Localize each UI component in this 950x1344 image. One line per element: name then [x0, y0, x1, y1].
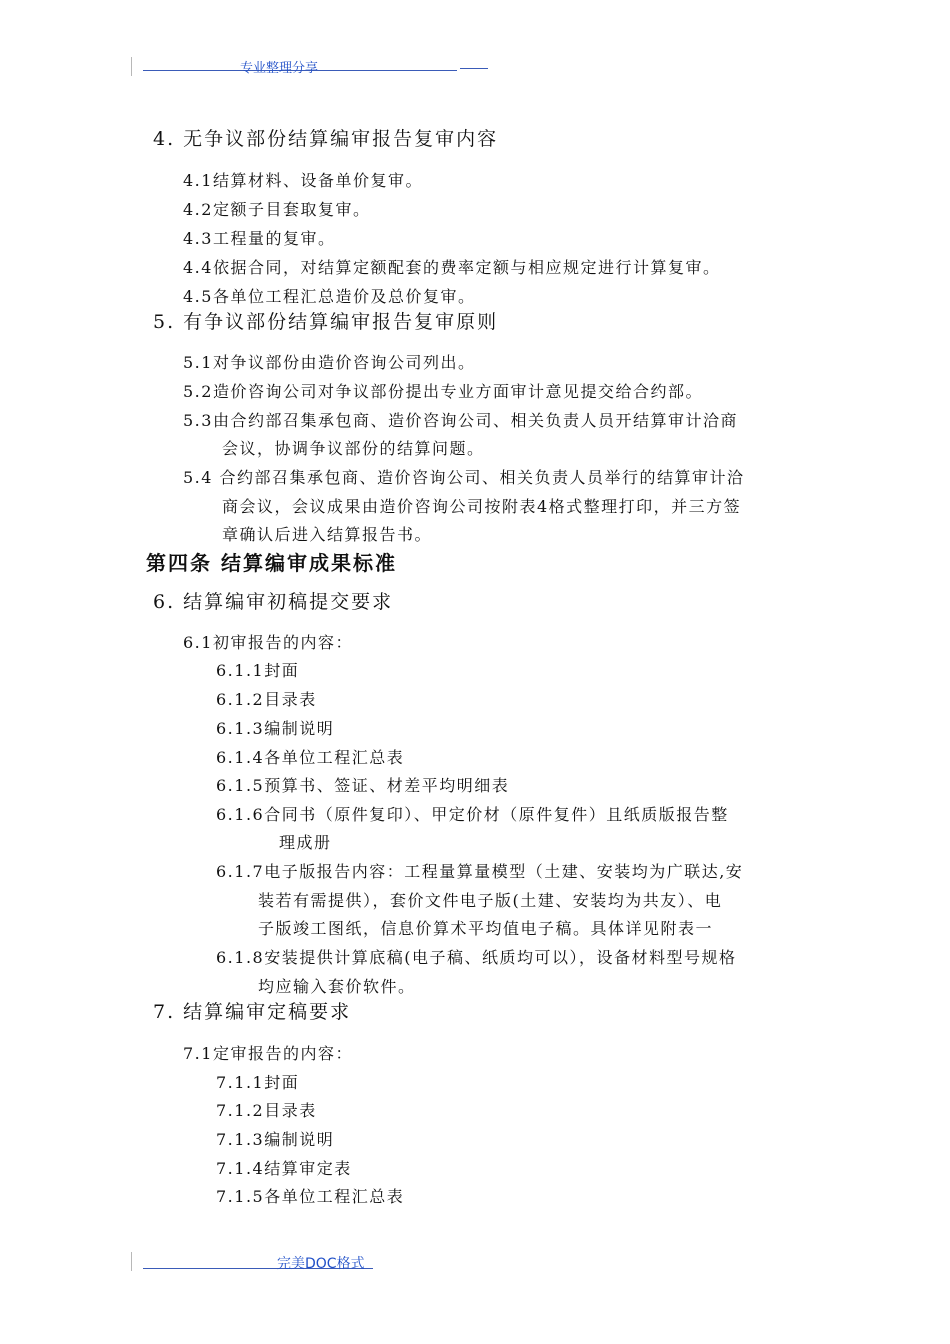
section-6-item-1: 6.1.1封面: [216, 661, 300, 680]
section-6-item-3: 6.1.3编制说明: [216, 719, 335, 738]
header-rule-tail: [460, 68, 488, 69]
section-5-item-1: 5.1对争议部份由造价咨询公司列出。: [183, 353, 476, 372]
section-7-item-3: 7.1.3编制说明: [216, 1130, 335, 1149]
section-4-item-4: 4.4依据合同，对结算定额配套的费率定额与相应规定进行计算复审。: [183, 258, 721, 277]
section-5-item-4-line-1: 5.4 合约部召集承包商、造价咨询公司、相关负责人员举行的结算审计洽: [183, 468, 745, 487]
section-4-title: 4. 无争议部份结算编审报告复审内容: [153, 128, 499, 150]
section-6-item-4: 6.1.4各单位工程汇总表: [216, 748, 405, 767]
section-5-item-4-line-3: 章确认后进入结算报告书。: [222, 525, 433, 544]
section-5-item-2: 5.2造价咨询公司对争议部份提出专业方面审计意见提交给合约部。: [183, 382, 703, 401]
section-5-item-4-line-2: 商会议，会议成果由造价咨询公司按附表4格式整理打印，并三方签: [222, 497, 742, 516]
section-4-item-5: 4.5各单位工程汇总造价及总价复审。: [183, 287, 476, 306]
footer-text: 完美DOC格式: [277, 1256, 365, 1272]
section-5-item-3-line-2: 会议，协调争议部份的结算问题。: [222, 439, 485, 458]
header-text: 专业整理分享: [240, 61, 319, 76]
section-5-title: 5. 有争议部份结算编审报告复审原则: [153, 311, 499, 333]
section-6-item-7-line-1: 6.1.7电子版报告内容：工程量算量模型（土建、安装均为广联达,安: [216, 862, 744, 881]
section-5-item-3-line-1: 5.3由合约部召集承包商、造价咨询公司、相关负责人员开结算审计洽商: [183, 411, 738, 430]
section-6-item-7-line-3: 子版竣工图纸，信息价算术平均值电子稿。具体详见附表一: [258, 919, 714, 938]
section-6-item-6-line-2: 理成册: [279, 833, 332, 852]
section-6-subtitle: 6.1初审报告的内容：: [183, 633, 353, 652]
section-7-item-2: 7.1.2目录表: [216, 1101, 317, 1120]
section-6-item-5: 6.1.5预算书、签证、材差平均明细表: [216, 776, 510, 795]
section-7-item-1: 7.1.1封面: [216, 1073, 300, 1092]
section-7-subtitle: 7.1定审报告的内容：: [183, 1044, 353, 1063]
section-6-item-2: 6.1.2目录表: [216, 690, 317, 709]
section-6-item-8-line-1: 6.1.8安装提供计算底稿(电子稿、纸质均可以），设备材料型号规格: [216, 948, 737, 967]
section-6-item-8-line-2: 均应输入套价软件。: [258, 977, 416, 996]
section-4-item-1: 4.1结算材料、设备单价复审。: [183, 171, 423, 190]
article-4-heading: 第四条 结算编审成果标准: [146, 551, 397, 575]
section-6-item-6-line-1: 6.1.6合同书（原件复印）、甲定价材（原件复件）且纸质版报告整: [216, 805, 729, 824]
section-7-title: 7. 结算编审定稿要求: [153, 1001, 352, 1023]
section-6-title: 6. 结算编审初稿提交要求: [153, 591, 394, 613]
footer-margin-mark: [131, 1252, 132, 1271]
section-4-item-3: 4.3工程量的复审。: [183, 229, 336, 248]
section-7-item-4: 7.1.4结算审定表: [216, 1159, 352, 1178]
section-6-item-7-line-2: 装若有需提供），套价文件电子版(土建、安装均为共友）、电: [258, 891, 723, 910]
header-margin-mark: [131, 57, 132, 76]
section-7-item-5: 7.1.5各单位工程汇总表: [216, 1187, 405, 1206]
section-4-item-2: 4.2定额子目套取复审。: [183, 200, 371, 219]
